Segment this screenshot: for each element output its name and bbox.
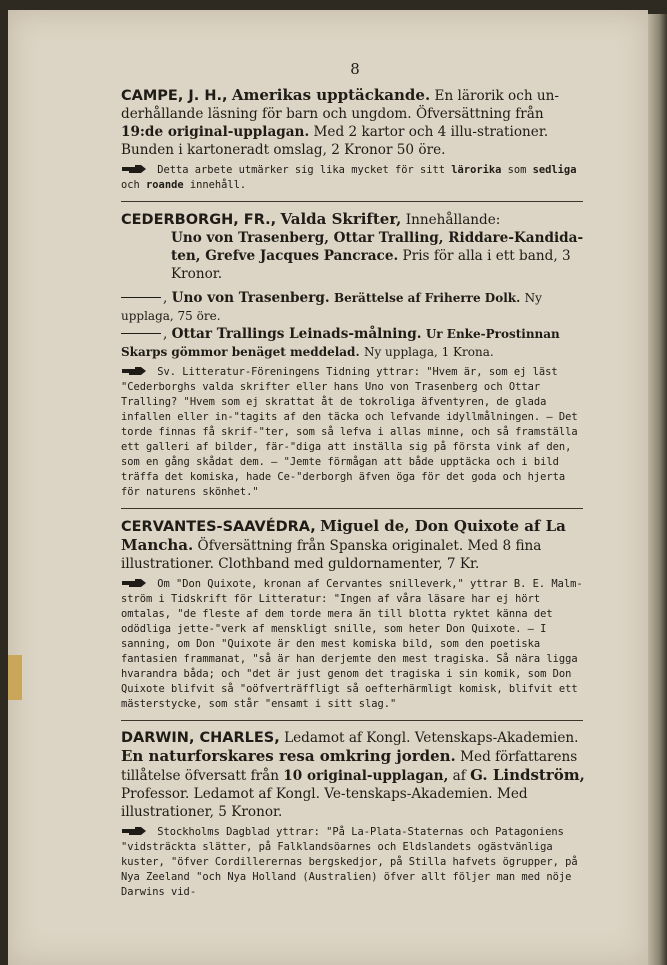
entry-cervantes (121, 517, 589, 712)
entry-note: Sv. Litteratur-Föreningens Tidning yttrar: "Hvem är, som ej läst "Cederborghs valda skrifter eller hans Uno von Trasenberg och Ottar Tralling? "Hvem som ej skrattat åt de tokroliga äfventyren, de glada infallen eller in-"tagits af den täcka och lefvande idyllmålningen. — Det torde finnas få skrif-"ter, som så lefva i allas minne, och så framställa ett galleri af bilder, fär-"diga att inställa sig på första vink af den, som en gång skådat dem. — "Jemte förmågan att både upptäcka och i bild träffa det komiska, hade Ce-"derborgh äfven öga för det goda och hjerta för naturens skönhet." (121, 366, 578, 498)
divider (121, 201, 583, 202)
pointing-hand-icon (121, 164, 147, 174)
entry-description: En lärorik och un-derhållande läsning för barn och ungdom. Öfversättning från (121, 88, 560, 122)
entry-edition: 10 original-upplagan, (283, 768, 449, 784)
pointing-hand-icon (121, 826, 147, 836)
page-number: 8 (350, 60, 360, 78)
entry-title: Amerikas upptäckande. (231, 86, 431, 104)
entry-author: CERVANTES-SAAVÉDRA, (121, 519, 316, 535)
entry-description: Professor. Ledamot af Kongl. Ve-tenskaps-Akademien. Med illustrationer, 5 Kronor. (121, 786, 528, 820)
sub-entry: , Uno von Trasenberg. Berättelse af Friherre Dolk. Ny upplaga, 75 öre. (121, 290, 542, 323)
entry-cederborgh (121, 210, 589, 500)
sub-entry: , Ottar Trallings Leinads-målning. Ur Enke-Prostinnan Skarps gömmor benäget meddelad. Ny upplaga, 1 Krona. (121, 326, 560, 359)
entry-note: Om "Don Quixote, kronan af Cervantes snilleverk," yttrar B. E. Malm-ström i Tidskrift för Litteratur: "Ingen af våra läsare har ej hört omtalas, "de fleste af dem torde mera än till blotta ryktet känna det odödliga jette-"verk af menskligt snille, som heter Don Quixote. — I sanning, om Don "Quixote är den mest komiska bild, som den poetiska fantasien frammanat, "så är han derjemte den mest tragiska. Så nära ligga hvarandra båda; och "det är just genom det tragiska i sin komik, som Don Quixote blifvit så "oöfverträffligt så oefterhärmligt komisk, blifvit ett mästerstycke, som står "ensamt i sitt slag." (121, 578, 583, 710)
divider (121, 720, 583, 721)
entry-author: CAMPE, J. H., (121, 88, 228, 104)
entry-darwin: DARWIN, CHARLES, Ledamot af Kongl. Vetenskaps-Akademien. En naturforskares resa omkring jorden. Med författarens tillåtelse öfversatt från 10 original-upplagan, af G. Lindström, Professor. Ledamot af Kongl. Ve-tenskaps-Akademien. Med illustrationer, 5 Kronor. Stockholms Dagblad yttrar: "På La-Plata-Staternas och Patagoniens "vidsträckta slätter, på Falklandsöarnes och Eldslandets ogästvänliga kuster, "öfver Cordillerernas bergskedjor, på Stilla hafvets ögrupper, på Nya Zeeland "och Nya Holland (Australien) öfver allt följer man med nöje Darwins vid- (121, 729, 589, 900)
entry-edition: 19:de original-upplagan. (121, 124, 310, 140)
contents-label: Innehållande: (405, 212, 501, 228)
entry-campe (121, 86, 589, 193)
entry-description: Öfversättning från Spanska originalet. Med 8 fina illustrationer. Clothband med guldornamenter, 7 Kr. (121, 538, 542, 572)
entry-title: Miguel de, Don Quixote af La Mancha. (121, 517, 566, 554)
entry-note: Stockholms Dagblad yttrar: "På La-Plata-Staternas och Patagoniens "vidsträckta slätter, på Falklandsöarnes och Eldslandets ogästvänliga kuster, "öfver Cordillerernas bergskedjor, på Stilla hafvets ögrupper, på Nya Zeeland "och Nya Holland (Australien) öfver allt följer man med nöje Darwins vid- (121, 826, 578, 898)
entry-title: Valda Skrifter, (280, 210, 402, 228)
page-tab-marker (8, 655, 22, 700)
entry-price: Pris för alla i ett band, 3 Kronor. (171, 248, 571, 282)
entry-author: CEDERBORGH, FR., (121, 212, 277, 228)
catalog-content (121, 60, 589, 908)
divider (121, 508, 583, 509)
pointing-hand-icon (121, 578, 147, 588)
page-edge (648, 14, 667, 965)
entry-note: Detta arbete utmärker sig lika mycket för sitt lärorika som sedliga och roande innehåll. (121, 164, 577, 191)
entry-description: Med författarens tillåtelse öfversatt från (121, 749, 578, 784)
works-list: Uno von Trasenberg, Ottar Tralling, Riddare-Kandida-ten, Grefve Jacques Pancrace. (171, 230, 584, 264)
pointing-hand-icon (121, 366, 147, 376)
entry-translator: G. Lindström, (470, 766, 585, 784)
entry-intro: Ledamot af Kongl. Vetenskaps-Akademien. (284, 730, 579, 746)
entry-title: En naturforskares resa omkring jorden. (121, 747, 456, 765)
entry-description: Med 2 kartor och 4 illu-strationer. Bunden i kartoneradt omslag, 2 Kronor 50 öre. (121, 124, 549, 158)
entry-author: DARWIN, CHARLES, (121, 730, 280, 746)
